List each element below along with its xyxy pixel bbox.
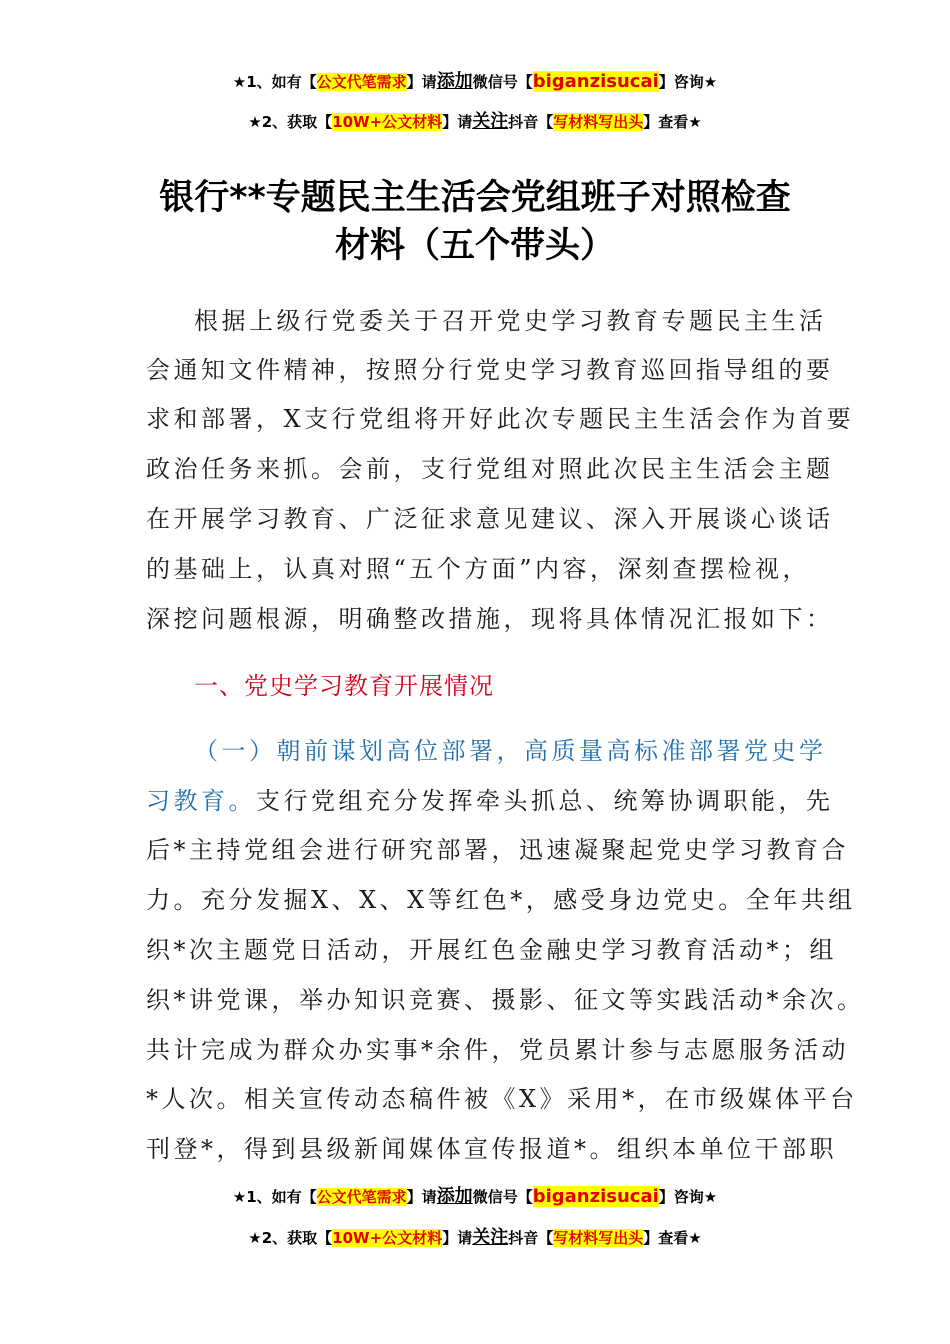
intro-line: 深挖问题根源，明确整改措施，现将具体情况汇报如下： <box>146 605 834 633</box>
header-promo-line-2 <box>0 111 950 133</box>
subsection-heading: （一）朝前谋划高位部署，高质量高标准部署党史学 <box>194 737 827 765</box>
promo-highlight: biganzisucai <box>532 71 659 92</box>
subsection-heading-tail: 习教育。 <box>146 787 256 815</box>
promo-underline: 关注 <box>472 1227 509 1248</box>
promo-text: 】请 <box>406 73 437 91</box>
promo-highlight: 10W+公文材料 <box>332 113 443 131</box>
promo-highlight: 公文代笔需求 <box>316 1188 407 1206</box>
promo-text: ★2、获取【 <box>248 1229 333 1247</box>
subsection-text: 支行党组充分发挥牵头抓总、统筹协调职能，先 <box>256 787 834 815</box>
promo-highlight: 公文代笔需求 <box>316 73 407 91</box>
subsection-line <box>146 786 834 816</box>
promo-text: ★2、获取【 <box>248 113 333 131</box>
promo-text: 】请 <box>442 113 473 131</box>
subsection-line: 共计完成为群众办实事*余件，党员累计参与志愿服务活动 <box>146 1036 849 1064</box>
promo-text: 微信号【 <box>472 73 533 91</box>
subsection-line: *人次。相关宣传动态稿件被《X》采用*，在市级媒体平台 <box>146 1085 858 1113</box>
subsection-line: 力。充分发掘X、X、X等红色*，感受身边党史。全年共组 <box>146 886 856 914</box>
promo-text: 】咨询★ <box>658 1188 718 1206</box>
promo-underline: 添加 <box>436 1186 473 1207</box>
promo-text: 抖音【 <box>508 1229 554 1247</box>
intro-line: 会通知文件精神，按照分行党史学习教育巡回指导组的要 <box>146 356 834 384</box>
document-title-line-2: 材料（五个带头） <box>334 226 615 266</box>
promo-text: ★1、如有【 <box>232 1188 317 1206</box>
promo-text: 微信号【 <box>472 1188 533 1206</box>
intro-line: 求和部署，X支行党组将开好此次专题民主生活会作为首要 <box>146 405 855 433</box>
document-title-line-1: 银行**专题民主生活会党组班子对照检查 <box>159 178 791 218</box>
promo-text: 】咨询★ <box>658 73 718 91</box>
promo-highlight: 10W+公文材料 <box>332 1229 443 1247</box>
subsection-line: 织*讲党课，举办知识竞赛、摄影、征文等实践活动*余次。 <box>146 986 865 1014</box>
subsection-line: 后*主持党组会进行研究部署，迅速凝聚起党史学习教育合 <box>146 836 849 864</box>
footer-promo-line-2 <box>0 1227 950 1249</box>
header-promo-line-1 <box>0 71 950 93</box>
promo-text: 抖音【 <box>508 113 554 131</box>
promo-text: 】查看★ <box>643 113 702 131</box>
intro-line: 根据上级行党委关于召开党史学习教育专题民主生活 <box>194 307 827 335</box>
promo-text: ★1、如有【 <box>232 73 317 91</box>
subsection-line: 织*次主题党日活动，开展红色金融史学习教育活动*；组 <box>146 936 837 964</box>
intro-line: 政治任务来抓。会前，支行党组对照此次民主生活会主题 <box>146 455 834 483</box>
section-heading: 一、党史学习教育开展情况 <box>194 672 494 700</box>
promo-underline: 添加 <box>436 71 473 92</box>
footer-promo-line-1 <box>0 1186 950 1208</box>
promo-underline: 关注 <box>472 111 509 132</box>
promo-highlight: biganzisucai <box>532 1186 659 1207</box>
intro-line: 在开展学习教育、广泛征求意见建议、深入开展谈心谈话 <box>146 505 834 533</box>
promo-highlight: 写材料写出头 <box>553 113 644 131</box>
intro-line: 的基础上，认真对照“五个方面”内容，深刻查摆检视， <box>146 555 811 583</box>
promo-text: 】请 <box>442 1229 473 1247</box>
promo-text: 】请 <box>406 1188 437 1206</box>
promo-highlight: 写材料写出头 <box>553 1229 644 1247</box>
promo-text: 】查看★ <box>643 1229 702 1247</box>
subsection-line: 刊登*，得到县级新闻媒体宣传报道*。组织本单位干部职 <box>146 1135 837 1163</box>
